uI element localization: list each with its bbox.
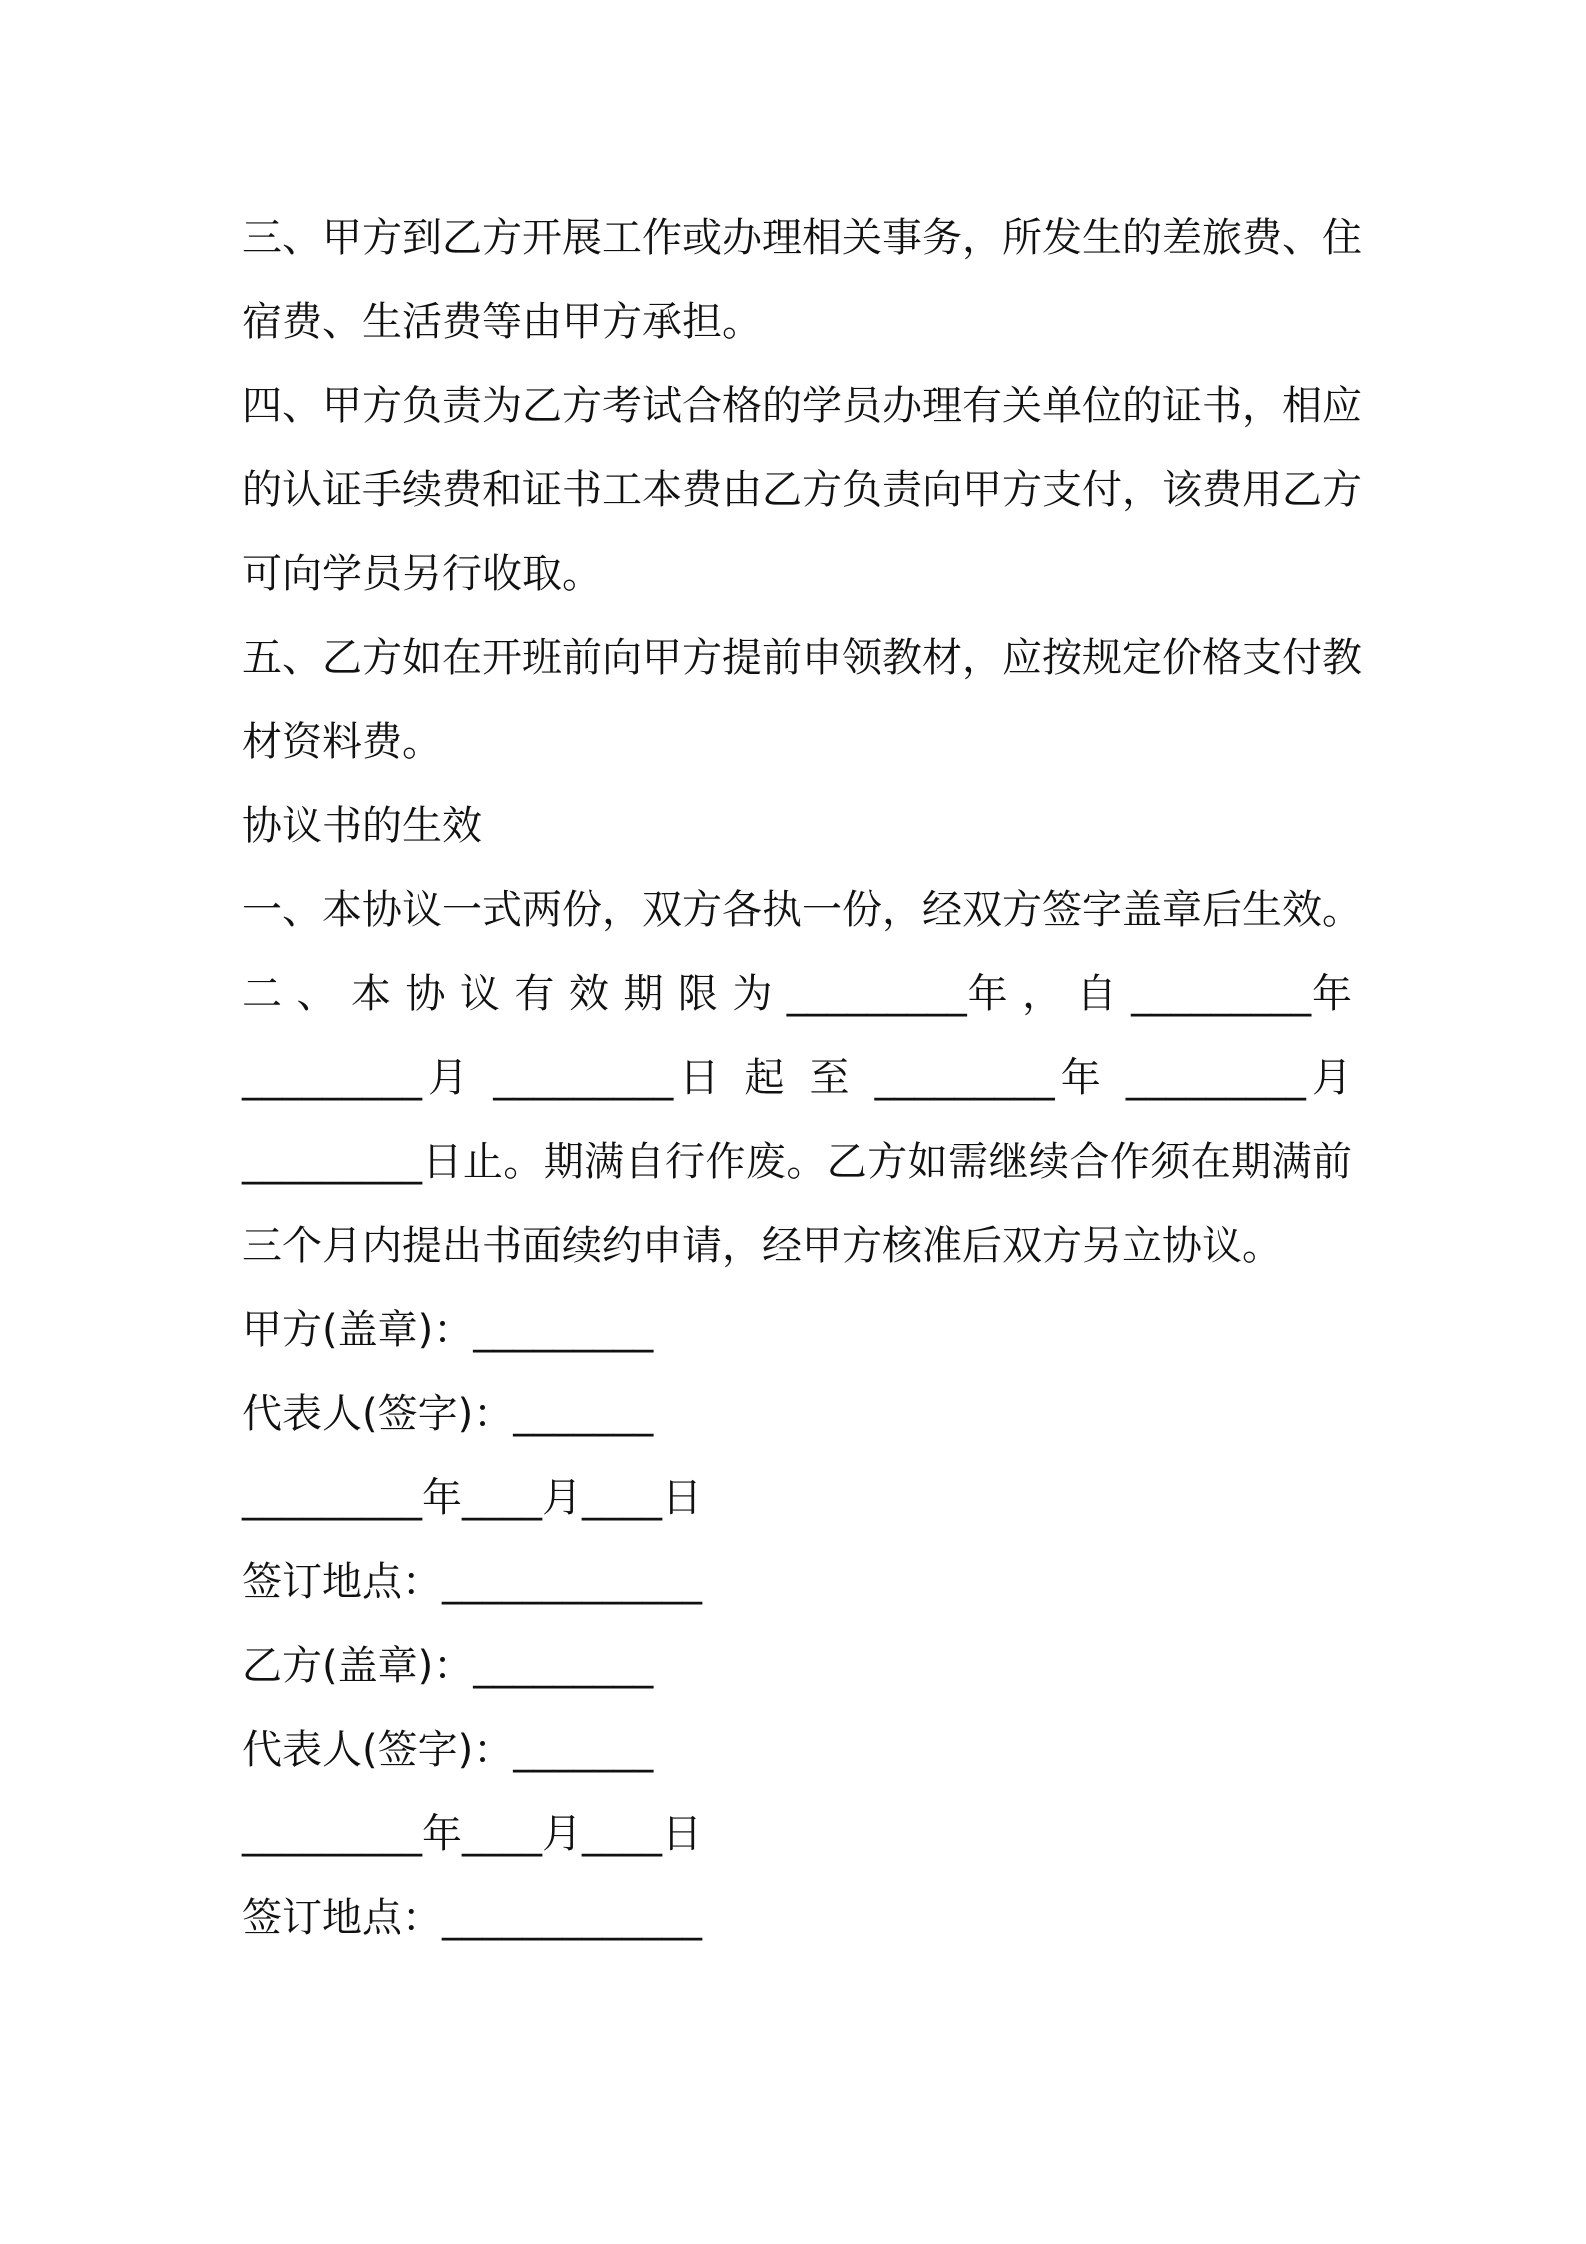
- party-a-place-field: 签订地点：_____________: [242, 1559, 702, 1605]
- party-b-seal-field: 乙方(盖章)：_________: [242, 1643, 654, 1689]
- effect-clause-2-line-3: _________日止。期满自行作废。乙方如需继续合作须在期满前: [242, 1139, 1352, 1185]
- party-a-date-field: _________年____月____日: [242, 1475, 702, 1521]
- contract-page: [242, 196, 1362, 1960]
- effect-clause-2-line-4: 三个月内提出书面续约申请，经甲方核准后双方另立协议。: [242, 1223, 1282, 1269]
- clause-5-line-1: 五、乙方如在开班前向甲方提前申领教材，应按规定价格支付教: [242, 635, 1362, 681]
- clause-4-line-3: 可向学员另行收取。: [242, 551, 602, 597]
- effect-clause-1: 一、本协议一式两份，双方各执一份，经双方签字盖章后生效。: [242, 887, 1362, 933]
- section-heading-effectiveness: 协议书的生效: [242, 803, 482, 849]
- party-b-place-field: 签订地点：_____________: [242, 1895, 702, 1941]
- effect-clause-2-line-1: 二 、 本 协 议 有 效 期 限 为 _________年 ， 自 _________年: [242, 971, 1352, 1017]
- party-b-date-field: _________年____月____日: [242, 1811, 702, 1857]
- party-a-representative-field: 代表人(签字)：_______: [242, 1391, 654, 1437]
- clause-4-line-1: 四、甲方负责为乙方考试合格的学员办理有关单位的证书，相应: [242, 383, 1362, 429]
- effect-clause-2-line-2: _________月 _________日 起 至 _________年 _________月: [242, 1055, 1352, 1101]
- clause-4-line-2: 的认证手续费和证书工本费由乙方负责向甲方支付，该费用乙方: [242, 467, 1362, 513]
- clause-5-line-2: 材资料费。: [242, 719, 442, 765]
- party-b-representative-field: 代表人(签字)：_______: [242, 1727, 654, 1773]
- clause-3-line-1: 三、甲方到乙方开展工作或办理相关事务，所发生的差旅费、住: [242, 215, 1362, 261]
- clause-3-line-2: 宿费、生活费等由甲方承担。: [242, 299, 762, 345]
- party-a-seal-field: 甲方(盖章)：_________: [242, 1307, 654, 1353]
